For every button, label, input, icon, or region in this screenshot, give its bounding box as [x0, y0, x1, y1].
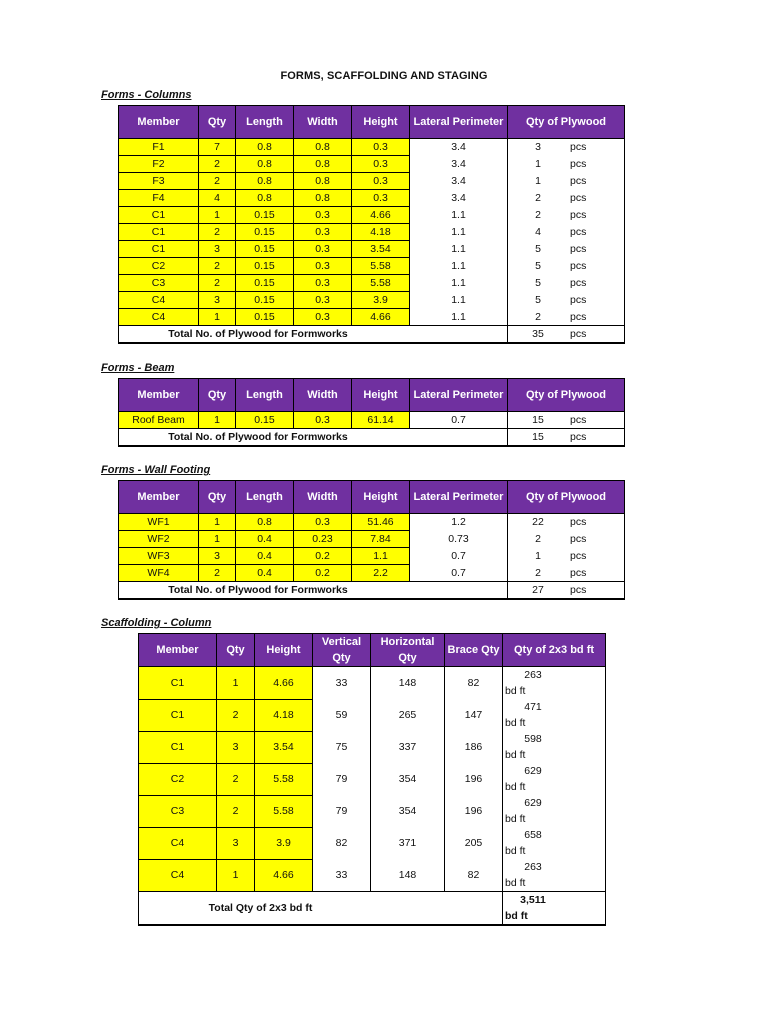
column-header-member: Member [139, 634, 217, 667]
cell-height: 5.58 [255, 763, 313, 795]
cell-member: C1 [139, 731, 217, 763]
cell-height: 51.46 [352, 514, 410, 531]
total-value [508, 326, 625, 344]
quantity-value: 1 [535, 158, 541, 170]
cell-qty-of-2x3-bd-ft [503, 795, 606, 827]
unit-label: pcs [570, 277, 587, 289]
cell-width: 0.3 [294, 207, 352, 224]
unit-label: pcs [570, 226, 587, 238]
cell-height: 4.66 [255, 859, 313, 892]
cell-height: 4.66 [255, 667, 313, 700]
cell-height: 2.2 [352, 565, 410, 582]
total-label: Total Qty of 2x3 bd ft [139, 892, 503, 926]
cell-width: 0.3 [294, 275, 352, 292]
table-row [119, 292, 625, 309]
unit-label: bd ft [505, 749, 526, 761]
quantity-value: 3 [535, 141, 541, 154]
cell-qty-of-plywood [508, 548, 625, 565]
cell-qty: 2 [199, 258, 236, 275]
column-header-horizontal-qty: Horizontal Qty [371, 634, 445, 667]
cell-qty-of-plywood [508, 241, 625, 258]
column-header-member: Member [119, 106, 199, 139]
table-row [119, 275, 625, 292]
quantity-value: 2 [535, 209, 541, 221]
cell-vertical-qty: 79 [313, 763, 371, 795]
quantity-value: 1 [535, 550, 541, 562]
cell-member: F1 [119, 139, 199, 156]
cell-vertical-qty: 33 [313, 859, 371, 892]
cell-height: 7.84 [352, 531, 410, 548]
cell-width: 0.3 [294, 412, 352, 429]
header-row [119, 106, 625, 139]
cell-brace-qty: 147 [445, 699, 503, 731]
cell-length: 0.4 [236, 565, 294, 582]
cell-member: C4 [119, 309, 199, 326]
header-row [139, 634, 606, 667]
total-value [508, 429, 625, 447]
cell-qty-of-2x3-bd-ft [503, 667, 606, 700]
page-title: FORMS, SCAFFOLDING AND STAGING [280, 70, 488, 82]
cell-width: 0.2 [294, 565, 352, 582]
cell-member: C3 [139, 795, 217, 827]
cell-member: C1 [139, 699, 217, 731]
cell-qty: 7 [199, 139, 236, 156]
quantity-value: 5 [535, 294, 541, 306]
table-row [139, 667, 606, 700]
unit-label: pcs [570, 516, 587, 529]
cell-qty: 3 [199, 292, 236, 309]
cell-height: 4.66 [352, 309, 410, 326]
quantity-value: 1 [535, 175, 541, 187]
cell-qty: 3 [199, 241, 236, 258]
cell-qty-of-2x3-bd-ft [503, 731, 606, 763]
quantity-value: 263 [524, 861, 542, 873]
unit-label: bd ft [505, 813, 526, 825]
table-row [119, 514, 625, 531]
cell-lateral-perimeter: 1.1 [410, 241, 508, 258]
total-label: Total No. of Plywood for Formworks [119, 326, 508, 344]
quantity-value: 5 [535, 277, 541, 289]
quantity-value: 629 [524, 797, 542, 809]
cell-lateral-perimeter: 3.4 [410, 139, 508, 156]
cell-length: 0.8 [236, 173, 294, 190]
table-row [119, 531, 625, 548]
cell-horizontal-qty: 148 [371, 859, 445, 892]
quantity-value: 471 [524, 701, 542, 713]
column-header-member: Member [119, 481, 199, 514]
cell-length: 0.8 [236, 156, 294, 173]
table-row [139, 763, 606, 795]
cell-member: F2 [119, 156, 199, 173]
cell-width: 0.3 [294, 258, 352, 275]
cell-lateral-perimeter: 1.1 [410, 292, 508, 309]
cell-qty: 1 [199, 531, 236, 548]
cell-length: 0.15 [236, 275, 294, 292]
cell-length: 0.4 [236, 531, 294, 548]
cell-horizontal-qty: 371 [371, 827, 445, 859]
cell-qty-of-plywood [508, 292, 625, 309]
column-header-length: Length [236, 481, 294, 514]
cell-member: WF2 [119, 531, 199, 548]
cell-qty: 2 [199, 565, 236, 582]
column-header-height: Height [352, 106, 410, 139]
quantity-value: 2 [535, 566, 541, 579]
column-header-length: Length [236, 106, 294, 139]
cell-qty: 1 [199, 207, 236, 224]
cell-length: 0.15 [236, 241, 294, 258]
cell-length: 0.15 [236, 224, 294, 241]
table-row [119, 548, 625, 565]
cell-brace-qty: 186 [445, 731, 503, 763]
total-unit: pcs [570, 431, 587, 443]
total-row [119, 582, 625, 600]
total-label: Total No. of Plywood for Formworks [119, 429, 508, 447]
quantity-value: 22 [532, 516, 544, 529]
table-row [119, 241, 625, 258]
header-row [119, 379, 625, 412]
total-quantity: 15 [532, 431, 544, 443]
column-header-member: Member [119, 379, 199, 412]
cell-qty-of-2x3-bd-ft [503, 859, 606, 892]
cell-length: 0.15 [236, 207, 294, 224]
cell-qty-of-plywood [508, 412, 625, 429]
unit-label: pcs [570, 141, 587, 154]
cell-vertical-qty: 75 [313, 731, 371, 763]
cell-height: 3.54 [352, 241, 410, 258]
table-row [119, 412, 625, 429]
unit-label: bd ft [505, 781, 526, 793]
quantity-value: 263 [524, 669, 542, 681]
table-row [139, 731, 606, 763]
cell-brace-qty: 205 [445, 827, 503, 859]
cell-height: 1.1 [352, 548, 410, 565]
cell-qty: 2 [217, 699, 255, 731]
cell-vertical-qty: 33 [313, 667, 371, 700]
cell-width: 0.3 [294, 241, 352, 258]
cell-member: WF3 [119, 548, 199, 565]
cell-width: 0.3 [294, 224, 352, 241]
table-row [119, 190, 625, 207]
cell-brace-qty: 82 [445, 859, 503, 892]
cell-qty: 3 [217, 731, 255, 763]
cell-lateral-perimeter: 1.2 [410, 514, 508, 531]
cell-qty: 2 [199, 156, 236, 173]
cell-qty-of-plywood [508, 156, 625, 173]
cell-width: 0.8 [294, 139, 352, 156]
column-header-lateral-perimeter: Lateral Perimeter [410, 379, 508, 412]
cell-member: C4 [139, 859, 217, 892]
unit-label: bd ft [505, 717, 526, 729]
cell-horizontal-qty: 354 [371, 795, 445, 827]
cell-qty: 3 [199, 548, 236, 565]
table-row [119, 258, 625, 275]
cell-horizontal-qty: 337 [371, 731, 445, 763]
cell-member: C4 [119, 292, 199, 309]
cell-qty: 2 [217, 795, 255, 827]
cell-width: 0.3 [294, 292, 352, 309]
section-title-scaffolding-column: Scaffolding - Column [101, 617, 212, 629]
total-unit: bd ft [505, 910, 528, 922]
cell-length: 0.8 [236, 190, 294, 207]
column-header-qty: Qty [199, 379, 236, 412]
total-value [508, 582, 625, 600]
cell-qty-of-plywood [508, 514, 625, 531]
table-row [139, 699, 606, 731]
cell-qty: 1 [217, 859, 255, 892]
cell-qty: 1 [199, 309, 236, 326]
forms-columns-table [118, 105, 625, 344]
cell-member: Roof Beam [119, 412, 199, 429]
total-label: Total No. of Plywood for Formworks [119, 582, 508, 600]
cell-qty: 1 [199, 514, 236, 531]
cell-width: 0.8 [294, 173, 352, 190]
section-title-forms-columns: Forms - Columns [101, 89, 192, 101]
cell-qty-of-2x3-bd-ft [503, 699, 606, 731]
cell-length: 0.15 [236, 258, 294, 275]
total-quantity: 27 [532, 584, 544, 596]
table-row [119, 139, 625, 156]
column-header-qty-of-plywood: Qty of Plywood [508, 379, 625, 412]
cell-length: 0.8 [236, 514, 294, 531]
table-row [119, 224, 625, 241]
cell-height: 0.3 [352, 156, 410, 173]
table-row [119, 309, 625, 326]
cell-qty: 3 [217, 827, 255, 859]
unit-label: pcs [570, 243, 587, 255]
cell-member: C2 [139, 763, 217, 795]
quantity-value: 5 [535, 260, 541, 272]
cell-height: 4.18 [352, 224, 410, 241]
unit-label: pcs [570, 209, 587, 221]
cell-brace-qty: 196 [445, 795, 503, 827]
total-value [503, 892, 606, 926]
table-row [139, 827, 606, 859]
section-title-forms-beam: Forms - Beam [101, 362, 175, 374]
cell-height: 0.3 [352, 139, 410, 156]
cell-height: 3.9 [352, 292, 410, 309]
cell-vertical-qty: 82 [313, 827, 371, 859]
unit-label: pcs [570, 192, 587, 204]
cell-width: 0.3 [294, 309, 352, 326]
unit-label: bd ft [505, 877, 526, 889]
cell-height: 3.9 [255, 827, 313, 859]
section-title-forms-wall-footing: Forms - Wall Footing [101, 464, 211, 476]
cell-brace-qty: 196 [445, 763, 503, 795]
cell-height: 4.18 [255, 699, 313, 731]
cell-member: WF1 [119, 514, 199, 531]
column-header-width: Width [294, 481, 352, 514]
cell-member: C1 [119, 241, 199, 258]
cell-horizontal-qty: 148 [371, 667, 445, 700]
cell-lateral-perimeter: 1.1 [410, 275, 508, 292]
quantity-value: 5 [535, 243, 541, 255]
quantity-value: 4 [535, 226, 541, 238]
cell-lateral-perimeter: 1.1 [410, 224, 508, 241]
cell-member: F4 [119, 190, 199, 207]
column-header-lateral-perimeter: Lateral Perimeter [410, 106, 508, 139]
header-row [119, 481, 625, 514]
column-header-qty-of-plywood: Qty of Plywood [508, 481, 625, 514]
cell-height: 5.58 [255, 795, 313, 827]
unit-label: pcs [570, 550, 587, 562]
cell-qty: 2 [199, 275, 236, 292]
cell-qty-of-plywood [508, 190, 625, 207]
cell-member: C3 [119, 275, 199, 292]
cell-lateral-perimeter: 1.1 [410, 258, 508, 275]
cell-vertical-qty: 59 [313, 699, 371, 731]
table-row [119, 565, 625, 582]
unit-label: bd ft [505, 845, 526, 857]
cell-lateral-perimeter: 0.7 [410, 412, 508, 429]
cell-lateral-perimeter: 3.4 [410, 190, 508, 207]
unit-label: pcs [570, 310, 587, 323]
column-header-qty: Qty [199, 106, 236, 139]
unit-label: bd ft [505, 685, 526, 697]
cell-qty-of-plywood [508, 531, 625, 548]
cell-lateral-perimeter: 0.7 [410, 548, 508, 565]
cell-lateral-perimeter: 1.1 [410, 309, 508, 326]
cell-height: 5.58 [352, 258, 410, 275]
cell-height: 0.3 [352, 173, 410, 190]
cell-qty: 2 [199, 224, 236, 241]
unit-label: pcs [570, 158, 587, 170]
cell-qty-of-2x3-bd-ft [503, 827, 606, 859]
scaffolding-column-table [138, 633, 606, 926]
total-row [119, 429, 625, 447]
quantity-value: 2 [535, 533, 541, 545]
table-row [119, 173, 625, 190]
cell-length: 0.15 [236, 412, 294, 429]
quantity-value: 2 [535, 192, 541, 204]
cell-qty: 2 [217, 763, 255, 795]
cell-lateral-perimeter: 1.1 [410, 207, 508, 224]
column-header-qty-of-2x3-bd-ft: Qty of 2x3 bd ft [503, 634, 606, 667]
cell-qty-of-2x3-bd-ft [503, 763, 606, 795]
cell-qty-of-plywood [508, 258, 625, 275]
column-header-width: Width [294, 106, 352, 139]
cell-horizontal-qty: 354 [371, 763, 445, 795]
cell-height: 0.3 [352, 190, 410, 207]
cell-height: 61.14 [352, 412, 410, 429]
cell-qty-of-plywood [508, 565, 625, 582]
cell-qty-of-plywood [508, 275, 625, 292]
total-unit: pcs [570, 328, 587, 340]
cell-member: WF4 [119, 565, 199, 582]
forms-wall-footing-table [118, 480, 625, 600]
cell-qty: 1 [217, 667, 255, 700]
unit-label: pcs [570, 566, 587, 579]
cell-brace-qty: 82 [445, 667, 503, 700]
cell-length: 0.15 [236, 309, 294, 326]
cell-qty: 1 [199, 412, 236, 429]
cell-qty-of-plywood [508, 139, 625, 156]
column-header-height: Height [352, 481, 410, 514]
column-header-qty: Qty [217, 634, 255, 667]
cell-qty-of-plywood [508, 173, 625, 190]
cell-width: 0.2 [294, 548, 352, 565]
table-row [139, 859, 606, 892]
column-header-height: Height [255, 634, 313, 667]
table-row [139, 795, 606, 827]
cell-qty: 2 [199, 173, 236, 190]
total-quantity: 3,511 [520, 894, 546, 906]
cell-length: 0.8 [236, 139, 294, 156]
cell-length: 0.4 [236, 548, 294, 565]
cell-length: 0.15 [236, 292, 294, 309]
cell-horizontal-qty: 265 [371, 699, 445, 731]
total-quantity: 35 [532, 328, 544, 340]
table-row [119, 156, 625, 173]
cell-member: C1 [119, 207, 199, 224]
table-row [119, 207, 625, 224]
unit-label: pcs [570, 175, 587, 187]
column-header-height: Height [352, 379, 410, 412]
quantity-value: 658 [524, 829, 542, 841]
column-header-vertical-qty: Vertical Qty [313, 634, 371, 667]
cell-height: 3.54 [255, 731, 313, 763]
quantity-value: 598 [524, 733, 542, 745]
unit-label: pcs [570, 414, 587, 426]
column-header-qty: Qty [199, 481, 236, 514]
forms-beam-table [118, 378, 625, 447]
cell-lateral-perimeter: 0.7 [410, 565, 508, 582]
cell-lateral-perimeter: 3.4 [410, 156, 508, 173]
unit-label: pcs [570, 260, 587, 272]
cell-member: C1 [119, 224, 199, 241]
column-header-lateral-perimeter: Lateral Perimeter [410, 481, 508, 514]
unit-label: pcs [570, 533, 587, 545]
total-row [139, 892, 606, 926]
cell-width: 0.3 [294, 514, 352, 531]
total-unit: pcs [570, 584, 587, 596]
quantity-value: 2 [535, 310, 541, 323]
cell-member: C2 [119, 258, 199, 275]
cell-height: 5.58 [352, 275, 410, 292]
cell-lateral-perimeter: 0.73 [410, 531, 508, 548]
cell-qty: 4 [199, 190, 236, 207]
unit-label: pcs [570, 294, 587, 306]
cell-height: 4.66 [352, 207, 410, 224]
cell-qty-of-plywood [508, 207, 625, 224]
total-row [119, 326, 625, 344]
column-header-length: Length [236, 379, 294, 412]
cell-width: 0.8 [294, 190, 352, 207]
cell-lateral-perimeter: 3.4 [410, 173, 508, 190]
column-header-width: Width [294, 379, 352, 412]
cell-width: 0.8 [294, 156, 352, 173]
cell-member: F3 [119, 173, 199, 190]
cell-member: C1 [139, 667, 217, 700]
cell-qty-of-plywood [508, 309, 625, 326]
cell-qty-of-plywood [508, 224, 625, 241]
cell-vertical-qty: 79 [313, 795, 371, 827]
quantity-value: 629 [524, 765, 542, 777]
quantity-value: 15 [532, 414, 544, 426]
cell-member: C4 [139, 827, 217, 859]
cell-width: 0.23 [294, 531, 352, 548]
column-header-brace-qty: Brace Qty [445, 634, 503, 667]
column-header-qty-of-plywood: Qty of Plywood [508, 106, 625, 139]
